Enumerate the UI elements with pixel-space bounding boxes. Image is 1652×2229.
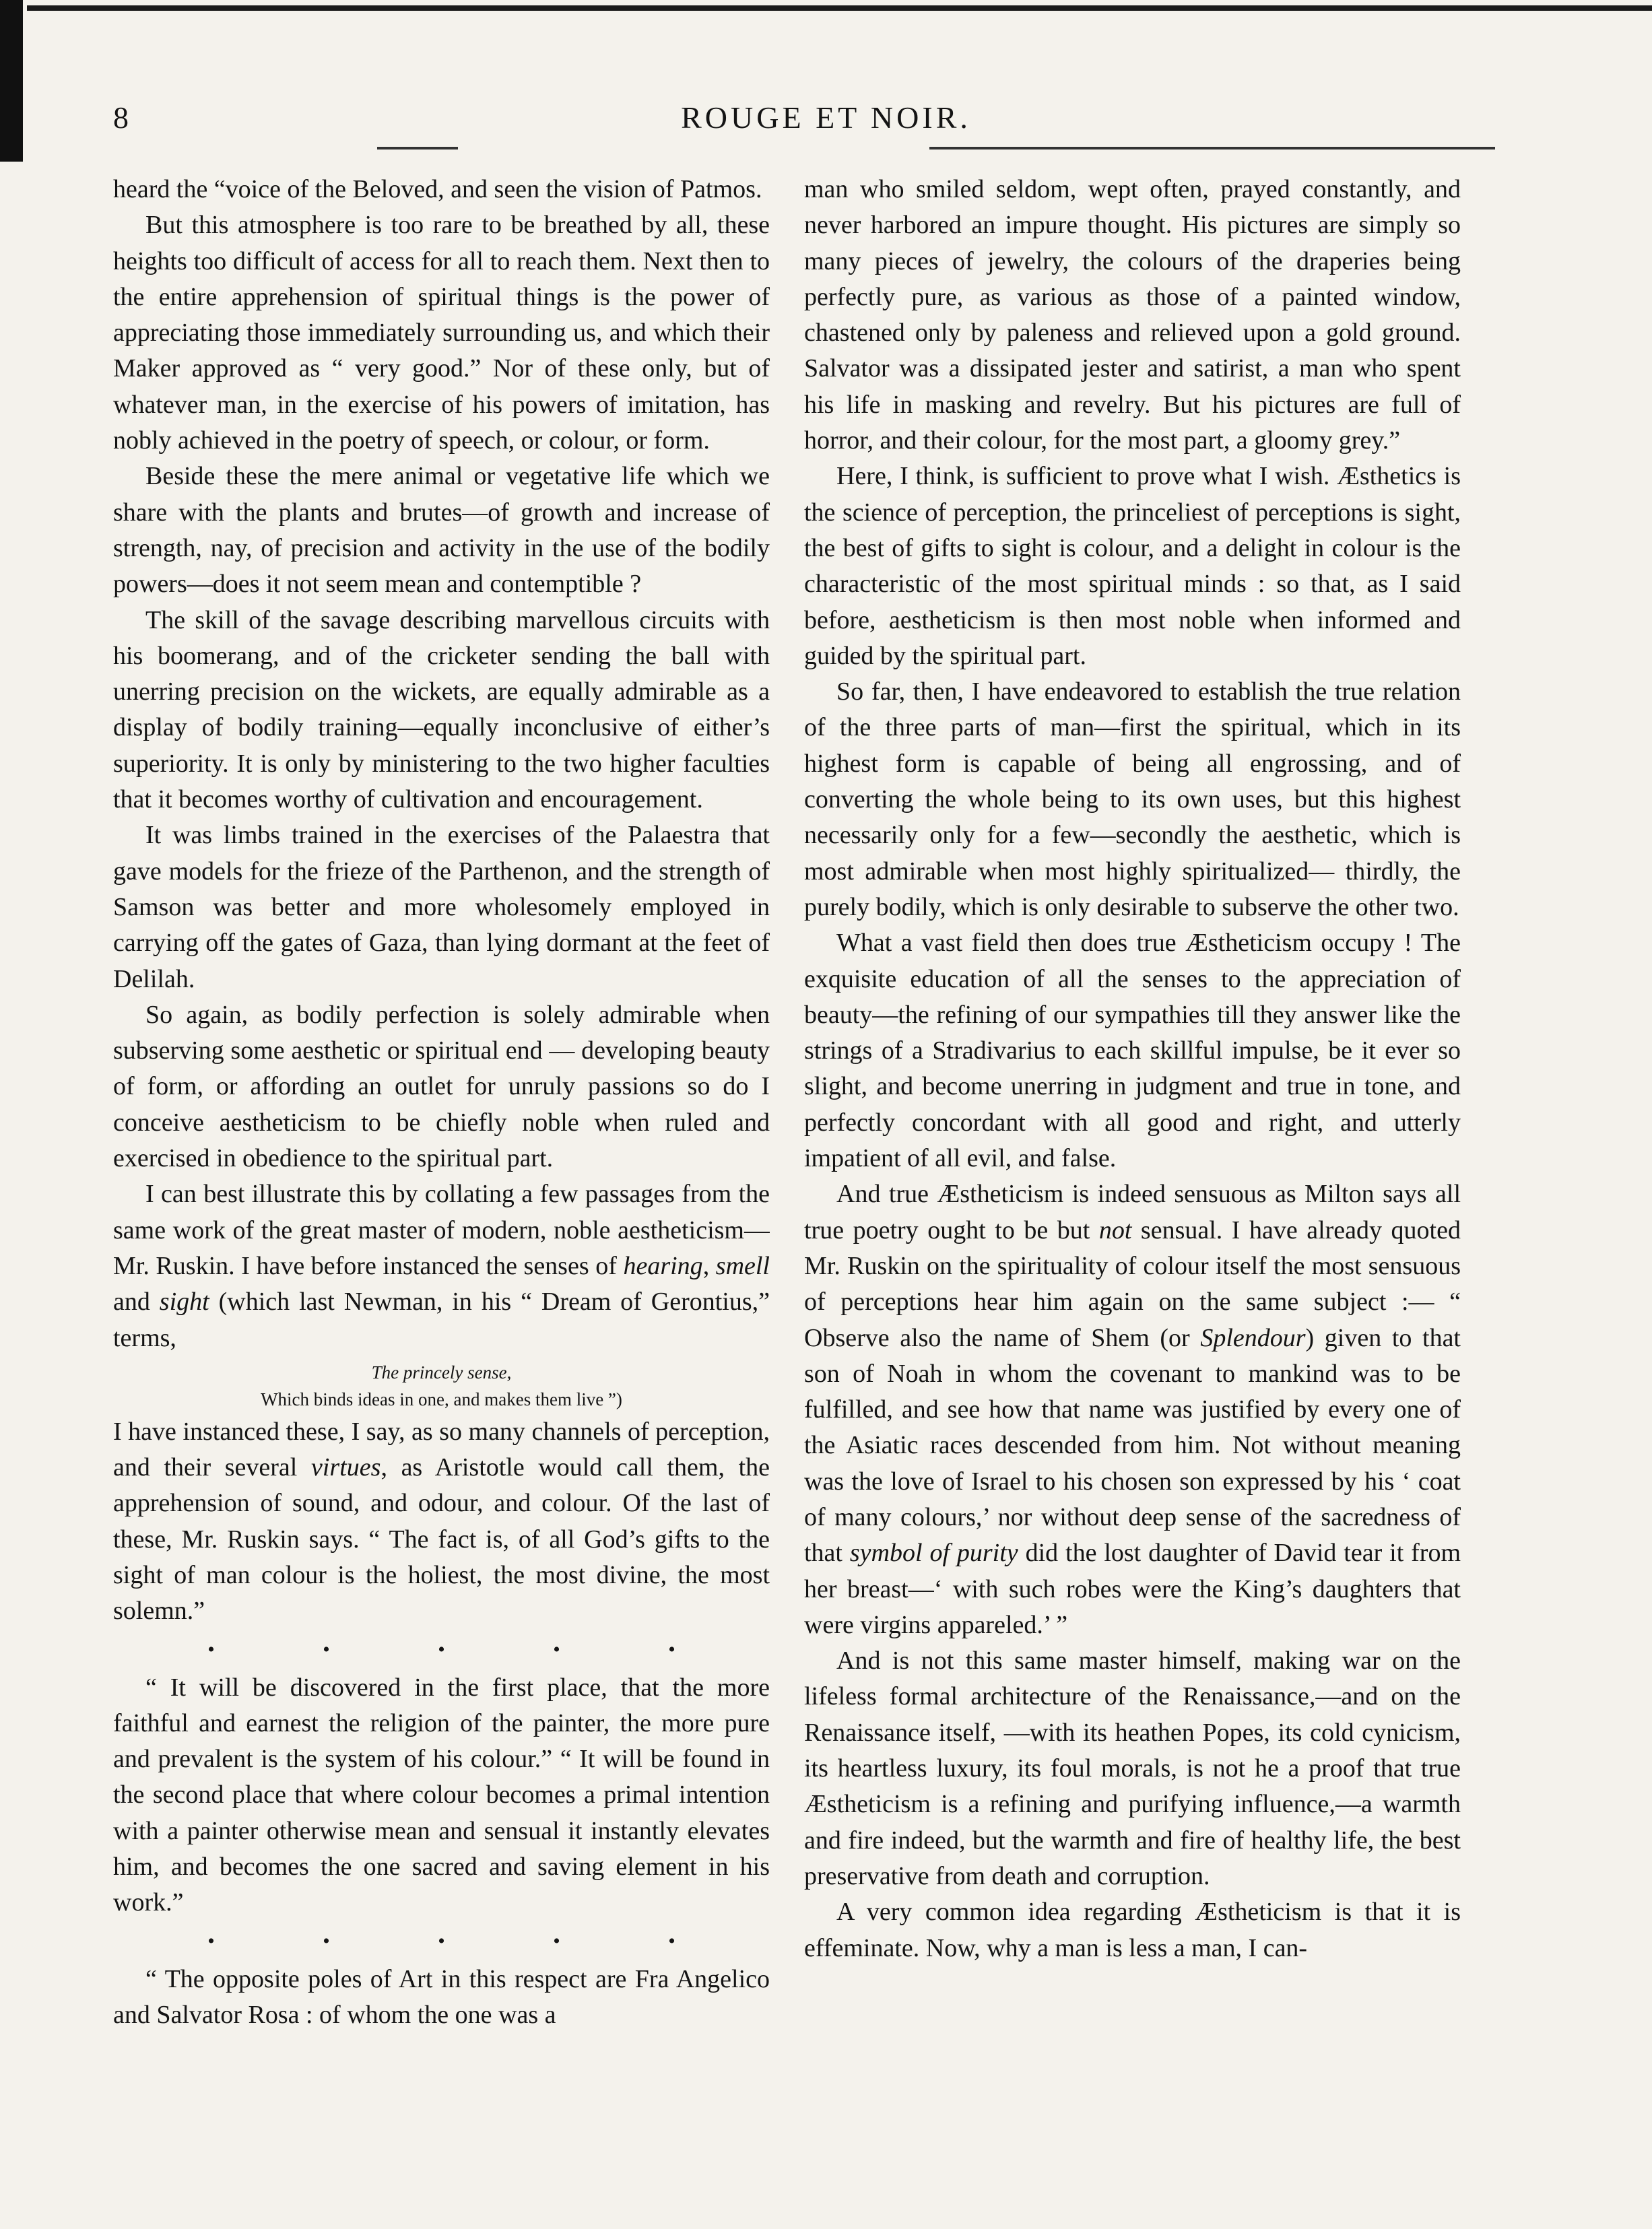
quote-line: The princely sense, bbox=[371, 1362, 512, 1383]
paragraph: So again, as bodily perfection is solely admirable when subserving some aesthetic or spiritual end — developing beauty of form, or affording an outlet for unruly passions so do I conceive aestheticism to be chiefly noble when ruled and exercised in obedience to the spiritual part. bbox=[113, 1000, 770, 1173]
section-break bbox=[113, 1921, 770, 1962]
italic-term: hearing bbox=[623, 1251, 703, 1280]
paragraph: Here, I think, is sufficient to prove what I wish. Æsthetics is the science of perception, the princeliest of perceptions is sight, the best of gifts to sight is colour, and a delight in colour is the characteristic of the most spiritual minds : so that, as I said before, aestheticism is then most noble when informed and guided by the spiritual part. bbox=[804, 462, 1461, 670]
paragraph: man who smiled seldom, wept often, prayed constantly, and never harbored an impure thought. His pictures are simply so many pieces of jewelry, the colours of the draperies being perfectly pure, as various as those of a painted window, chastened only by paleness and relieved upon a gold ground. Salvator was a dissipated jester and satirist, a man who spent his life in masking and revelry. But his pictures are full of horror, and their colour, for the most part, a gloomy grey.” bbox=[804, 175, 1461, 455]
ornament-bullet: • bbox=[668, 1638, 675, 1661]
scan-edge-shadow bbox=[0, 0, 23, 162]
ornament-bullet: • bbox=[207, 1929, 215, 1952]
quote-line: Which binds ideas in one, and makes them live ”) bbox=[261, 1389, 622, 1409]
ornament-bullet: • bbox=[323, 1929, 330, 1952]
paragraph: What a vast field then does true Æstheticism occupy ! The exquisite education of all the senses to the appreciation of beauty—the refining of our sympathies till they answer like the strings of a Stradivarius to each skillful impulse, be it ever so slight, and become unerring in judgment and true in tone, and perfectly concordant with all good and right, and utterly impatient of all evil, and false. bbox=[804, 929, 1461, 1173]
italic-term: symbol of purity bbox=[849, 1539, 1018, 1568]
right-column bbox=[804, 172, 1461, 2145]
section-break bbox=[113, 1630, 770, 1670]
left-column bbox=[113, 172, 770, 2145]
paragraph: A very common idea regarding Æstheticism is that it is effeminate. Now, why a man is less a man, I can- bbox=[804, 1898, 1461, 1962]
ornament-bullet: • bbox=[438, 1929, 445, 1952]
italic-term: virtues bbox=[311, 1453, 381, 1482]
paragraph: heard the “voice of the Beloved, and seen the vision of Patmos. bbox=[113, 175, 762, 203]
paragraph: Beside these the mere animal or vegetative life which we share with the plants and brutes—of growth and increase of strength, nay, of precision and activity in the use of the bodily powers—does it not seem mean and contemptible ? bbox=[113, 462, 770, 599]
ornament-bullet: • bbox=[323, 1638, 330, 1661]
italic-term: not bbox=[1098, 1216, 1132, 1244]
paragraph: And true Æstheticism is indeed sensuous as Milton says all true poetry ought to be but not sensual. I have already quoted Mr. Ruskin on the spirituality of colour itself the most sensuous of perceptions hear him again on the same subject :— “ Observe also the name of Shem (or Splendour) given to that son of Noah in whom the covenant to mankind was to be fulfilled, and see how that name was justified by every one of the Asiatic races descended from him. Not without meaning was the love of Israel to his chosen son expressed by his ‘ coat of many colours,’ nor without deep sense of the sacredness of that symbol of purity did the lost daughter of David tear it from her breast—‘ with such robes were the King’s daughters that were virgins appareled.’ ” bbox=[804, 1180, 1461, 1639]
paragraph: “ The opposite poles of Art in this respect are Fra Angelico and Salvator Rosa : of whom the one was a bbox=[113, 1964, 770, 2029]
paragraph: I can best illustrate this by collating a few passages from the same work of the great master of modern, noble aestheticism—Mr. Ruskin. I have before instanced the senses of hearing, smell and sight (which last Newman, in his “ Dream of Gerontius,” terms, bbox=[113, 1180, 770, 1352]
verse-quotation bbox=[113, 1359, 770, 1413]
top-edge-rule bbox=[27, 5, 1652, 11]
paragraph: I have instanced these, I say, as so many channels of perception, and their several virtues, as Aristotle would call them, the apprehension of sound, and odour, and colour. Of the last of these, Mr. Ruskin says. “ The fact is, of all God’s gifts to the sight of man colour is the holiest, the most divine, the most solemn.” bbox=[113, 1417, 770, 1626]
header-rule-left bbox=[377, 147, 458, 149]
ornament-bullet: • bbox=[553, 1929, 560, 1952]
ornament-bullet: • bbox=[207, 1638, 215, 1661]
italic-term: smell bbox=[715, 1251, 770, 1280]
ornament-bullet: • bbox=[553, 1638, 560, 1661]
paragraph: But this atmosphere is too rare to be breathed by all, these heights too difficult of access for all to reach them. Next then to the entire apprehension of spiritual things is the power of appreciating those immediately surrounding us, and which their Maker approved as “ very good.” Nor of these only, but of whatever man, in the exercise of his powers of imitation, has nobly achieved in the poetry of speech, or colour, or form. bbox=[113, 211, 770, 455]
paragraph: “ It will be discovered in the first place, that the more faithful and earnest the religion of the painter, the more pure and prevalent is the system of his colour.” “ It will be found in the second place that where colour becomes a primal intention with a painter otherwise mean and sensual it instantly elevates him, and becomes the one sacred and saving element in his work.” bbox=[113, 1673, 770, 1917]
paragraph: So far, then, I have endeavored to establish the true relation of the three parts of man—first the spiritual, which in its highest form is capable of being all engrossing, and of converting the whole being to its own uses, but this highest necessarily only for a few—secondly the aesthetic, which is most admirable when most highly spiritualized— thirdly, the purely bodily, which is only desirable to subserve the other two. bbox=[804, 677, 1461, 921]
paragraph: It was limbs trained in the exercises of the Palaestra that gave models for the frieze of the Parthenon, and the strength of Samson was better and more wholesomely employed in carrying off the gates of Gaza, than lying dormant at the feet of Delilah. bbox=[113, 821, 770, 993]
ornament-bullet: • bbox=[438, 1638, 445, 1661]
running-title: ROUGE ET NOIR. bbox=[681, 100, 971, 135]
ornament-bullet: • bbox=[668, 1929, 675, 1952]
italic-term: sight bbox=[159, 1288, 209, 1317]
paragraph: The skill of the savage describing marvellous circuits with his boomerang, and of the cricketer sending the ball with unerring precision on the wickets, are equally admirable as a display of bodily training—equally inconclusive of either’s superiority. It is only by ministering to the two higher faculties that it becomes worthy of cultivation and encouragement. bbox=[113, 605, 770, 814]
italic-term: Splendour bbox=[1200, 1323, 1306, 1352]
header-rule-right bbox=[929, 147, 1495, 149]
page-number: 8 bbox=[113, 100, 129, 135]
paragraph: And is not this same master himself, making war on the lifeless formal architecture of the Renaissance,—and on the Renaissance itself, —with its heathen Popes, its cold cynicism, its heartless luxury, its foul morals, is not he a proof that true Æstheticism is a refining and purifying influence,—a warmth and fire indeed, but the warmth and fire of healthy life, the best preservative from death and corruption. bbox=[804, 1646, 1461, 1890]
